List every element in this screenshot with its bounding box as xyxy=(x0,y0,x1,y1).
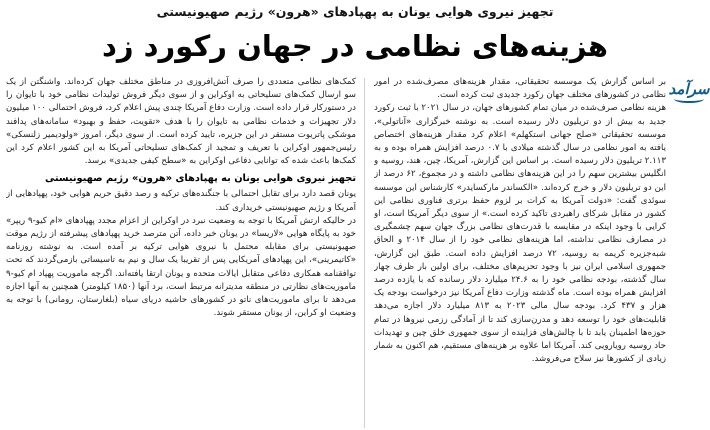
page-title: هزینه‌های نظامی در جهان رکورد زد xyxy=(102,29,608,63)
logo-mark: سرآمد xyxy=(668,80,710,98)
column-divider xyxy=(364,78,365,428)
paragraph: هزینه نظامی صرف‌شده در میان تمام کشورهای جهان، در سال ۲۰۲۱ با ثبت رکورد جدید به بیش از دو تریلیون دلار رسیده است. به نوشته خبرگزاری «آناتولی»، موسسه تحقیقاتی «صلح جهانی استکهلم» اعلام کرد مقدار هزینه‌های اختصاص یافته به امور نظامی در سال گذشته میلادی با ۰.۷ درصد افزایش همراه بوده و به ۲.۱۱۳ تریلیون دلار رسیده است. بر اساس این گزارش، آمریکا، چین، هند، روسیه و انگلیس بیشترین سهم را در این هزینه‌های نظامی داشته و در مجموع، ۶۲ درصد از این دو تریلیون دلار و خرج کرده‌اند. «الکساندر مارکسایدر» کارشناس این موسسه سوئدی گفت: «دولت آمریکا به کرات بر لزوم حفظ برتری فناوری نظامی این کشور در مقابل شرکای راهبردی تاکید کرده است.» از سوی دیگر آمریکا است، او کرایی با وجود اینکه در مقایسه با قدرت‌های نظامی بزرگ جهان سهم چشمگیری در مصارف نظامی نداشته، اما هزینه‌های نظامی خود را از سال ۲۰۱۴ و الحاق شبه‌جزیره کریمه به روسیه، ۷۲ درصد افزایش داده است. طبق این گزارش، جمهوری اسلامی ایران نیز با وجود تحریم‌های مختلف، برای اولین بار ظرف چهار سال گذشته، بودجه نظامی خود را به ۲۴.۶ میلیارد دلار رسانده که با یازده درصد افزایش همراه بوده است. ماه گذشته وزارت دفاع آمریکا نیز درخواست بودجه یک هزار و ۴۳۷ کرد. بودجه سال مالی ۲۰۲۳ به ۸۱۳ میلیارد دلار اجازه می‌دهد قابلیت‌های خود را توسعه دهد و مدرن‌سازی کند تا از آمادگی رزمی نیروها در تمام حوزه‌ها اطمینان یابد تا با چالش‌های فزاینده از سوی جمهوری خلق چین و تهدیدات حاد روسیه رویارویی کند. آمریکا اما علاوه بر هزینه‌های مستقیم، هم اکنون به شمار زیادی از کشورها نیز سلاح می‌فروشد. xyxy=(374,103,666,365)
paragraph: در حالیکه ارتش آمریکا با توجه به وضعیت نبرد در اوکراین از اعزام مجدد پهپادهای «ام کیو-۹ ریپر» خود به پایگاه هوایی «لاریسا» در یونان خبر داده، آتن مترصد خرید پهپادهای پیشرفته از رژیم موقت صهیونیستی برای مقابله محتمل با نیروی هوایی ترکیه بر آمده است. به نوشته روزنامه «کاتیمرینی»، این پهپادهای آمریکایی پس از تقریبا یک سال و نیم به تاسیساتی بازمی‌گردند که تحت توافقنامه همکاری دفاعی متقابل ایالات متحده و یونان ارتقا یافته‌اند. اگرچه ماموریت پهپاد ام کیو-۹ ماموریت‌های نظارتی در منطقه مدیترانه مرتبط است، برد آنها (۱۸۵۰ کیلومتر) همچنین به آنها اجازه می‌دهد تا برای ماموریت‌های ناتو در کشورهای حاشیه دریای سیاه (بلغارستان، رومانی) با توجه به وضعیت او کراین، از یونان مستقر شوند. xyxy=(6,215,356,319)
article-body xyxy=(6,76,706,430)
kicker-headline: تجهیز نیروی هوایی یونان به پهپادهای «هرون» رژیم صهیونیستی xyxy=(156,4,554,19)
paragraph: بر اساس گزارش یک موسسه تحقیقاتی، مقدار هزینه‌های مصرف‌شده در امور نظامی در کشورهای مختلف جهان رکورد جدیدی ثبت کرده است. xyxy=(374,77,666,101)
section-subhead: تجهیز نیروی هوایی یونان به پهپادهای «هرون» رژیم صهیونیستی xyxy=(44,173,356,185)
column-right xyxy=(374,76,666,430)
column-left xyxy=(6,76,356,430)
paragraph: کمک‌های نظامی متعددی را صرف آتش‌افروزی در مناطق مختلف جهان کرده‌اند. واشنگتن از یک سو ارسال کمک‌های تسلیحاتی به اوکراین و از سوی دیگر فروش تولیدات نظامی خود با تایوان را در دستورکار قرار داده است. وزارت دفاع آمریکا چندی پیش اعلام کرد، فروش احتمالی ۱۰۰ میلیون دلار تجهیزات و خدمات نظامی به تایوان را با هدف «تقویت، حفظ و بهبود» سامانه‌های پدافند موشکی پاتریوت مستقر در این جزیره، تایید کرده است. از سوی دیگر، امروز «ولودیمیر زلنسکی» رئیس‌جمهور اوکراین با تعریف و تمجید از کمک‌های تسلیحاتی آمریکا به این کشور اعلام کرد این کمک‌ها باعث شده که توانایی دفاعی اوکراین به «سطح کیفی جدیدی» برسد. xyxy=(6,77,356,167)
paragraph: یونان قصد دارد برای تقابل احتمالی با جنگنده‌های ترکیه و رصد دقیق حریم هوایی خود، پهپادهایی از آمریکا و رژیم صهیونیستی خریداری کند. xyxy=(6,189,356,213)
